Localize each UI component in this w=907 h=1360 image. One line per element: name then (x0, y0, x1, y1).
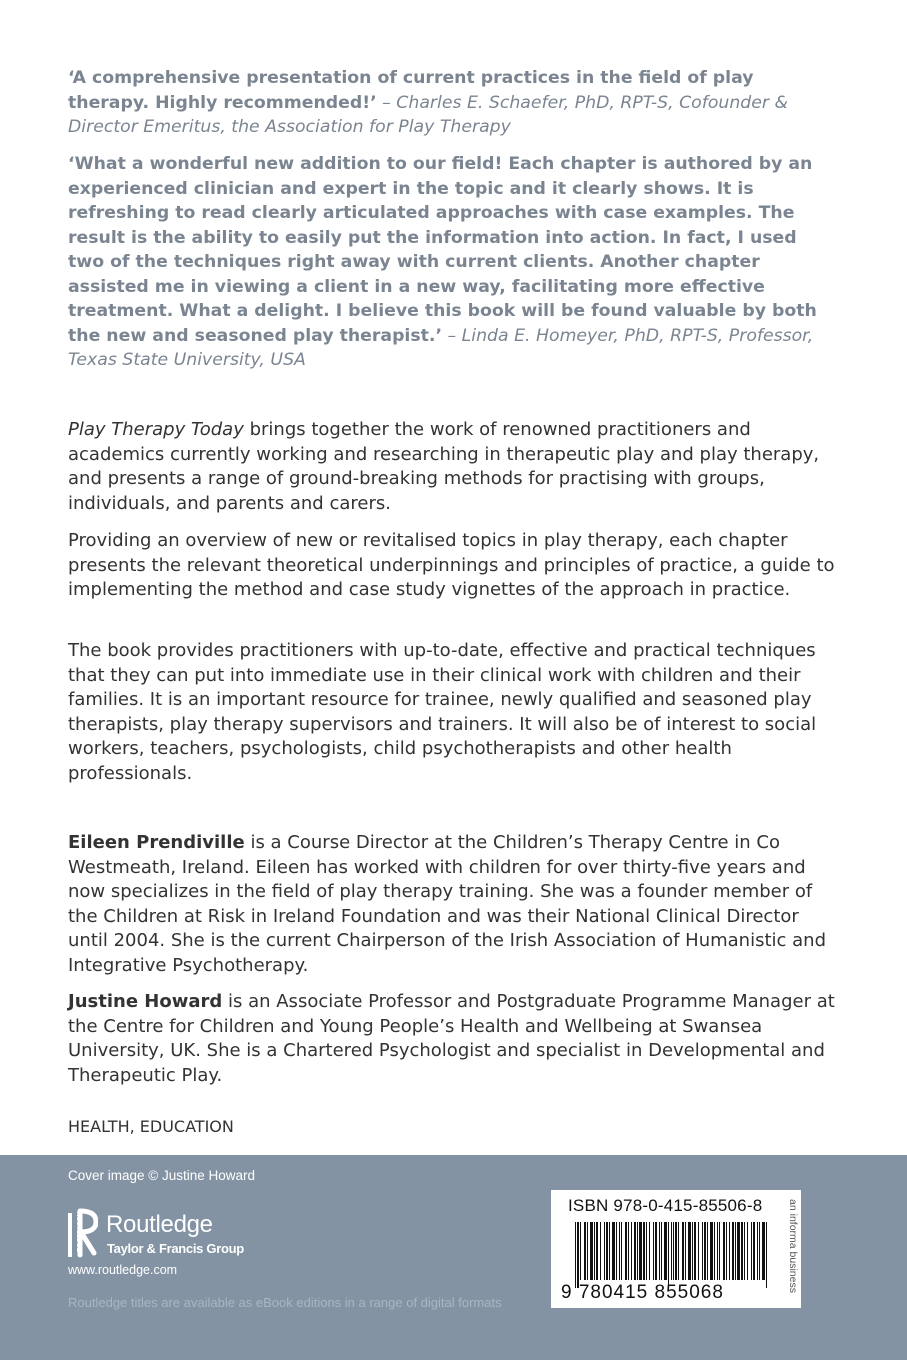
barcode-bar (766, 1222, 767, 1288)
barcode-bar (753, 1222, 755, 1280)
barcode-bar (637, 1222, 638, 1280)
barcode-bar (580, 1222, 581, 1280)
barcode-bar (590, 1222, 593, 1280)
publisher-logo (66, 1207, 266, 1263)
endorsement-1 (68, 66, 828, 140)
barcode-bar (744, 1222, 745, 1280)
publisher-group: Taylor & Francis Group (107, 1241, 244, 1256)
barcode-bar (762, 1222, 765, 1280)
barcode-bar (668, 1222, 669, 1288)
barcode-bar (698, 1222, 699, 1280)
publisher-url[interactable]: www.routledge.com (68, 1263, 178, 1277)
barcode-bar (621, 1222, 622, 1280)
description-paragraph-1 (68, 418, 843, 516)
barcode-bar (747, 1222, 748, 1280)
ebook-note: Routledge titles are available as eBook editions in a range of digital formats (68, 1295, 502, 1310)
barcode-bar (759, 1222, 760, 1280)
barcode-bar (600, 1222, 601, 1280)
barcode-bar (692, 1222, 693, 1280)
subject-category: HEALTH, EDUCATION (68, 1117, 234, 1136)
barcode-bar (702, 1222, 703, 1280)
barcode-bar (612, 1222, 615, 1280)
barcode-bar (631, 1222, 632, 1280)
barcode-bar (596, 1222, 598, 1280)
barcode-bar (653, 1222, 654, 1280)
barcode-bar (707, 1222, 708, 1280)
isbn-barcode-box (551, 1190, 784, 1308)
barcode-bar (682, 1222, 684, 1280)
endorsement-quote: ‘A comprehensive presentation of current practices in the field of play therapy. Highly recommended!’ (68, 68, 754, 113)
informa-strip (784, 1190, 801, 1308)
barcode-digits: 9 780415 855068 (561, 1282, 724, 1303)
barcode-bar (594, 1222, 595, 1280)
barcode-bar (717, 1222, 718, 1280)
barcode-bar (575, 1222, 576, 1288)
barcode-bar (616, 1222, 617, 1280)
barcode-bar (726, 1222, 727, 1280)
barcode-bar (577, 1222, 579, 1288)
publisher-name: Routledge (106, 1211, 213, 1238)
barcode-bar (732, 1222, 734, 1280)
description-text: brings together the work of renowned practitioners and academics currently working and researching in therapeutic play and play therapy, and presents a range of ground-breaking methods for practising with groups, individuals, and parents and carers. (68, 419, 820, 514)
informa-label: an informa business (787, 1199, 799, 1293)
endorsement-attribution: – Linda E. Homeyer, PhD, RPT-S, Professor, Texas State University, USA (68, 325, 814, 370)
endorsement-attribution: – Charles E. Schaefer, PhD, RPT-S, Cofounder & Director Emeritus, the Association for Play Therapy (68, 92, 788, 137)
barcode-bar (649, 1222, 650, 1280)
author-bio-text: is an Associate Professor and Postgraduate Programme Manager at the Centre for Children and Young People’s Health and Wellbeing at Swansea University, UK. She is a Chartered Psychologist and specialist in Developmental and Therapeutic Play. (68, 991, 835, 1086)
barcode-bar (606, 1222, 608, 1280)
barcode-bar (584, 1222, 586, 1280)
author-name: Eileen Prendiville (68, 832, 245, 853)
barcode-bar (714, 1222, 715, 1280)
barcode-bar (609, 1222, 610, 1280)
barcode-bar (723, 1222, 725, 1280)
cover-credit: Cover image © Justine Howard (68, 1168, 256, 1183)
barcode-bar (757, 1222, 758, 1280)
author-name: Justine Howard (68, 991, 223, 1012)
barcode-bar (587, 1222, 588, 1280)
barcode-bar (625, 1222, 627, 1280)
description-paragraph-2: Providing an overview of new or revitalised topics in play therapy, each chapter presents the relevant theoretical underpinnings and principles of practice, a guide to implementing the method and case study vignettes of the approach in practice. (68, 530, 835, 600)
barcode-bar (735, 1222, 736, 1280)
publisher-vertical-mark: ROUTLEDGE (75, 1211, 81, 1253)
barcode-bar (664, 1222, 667, 1280)
barcode-bar (604, 1222, 605, 1280)
barcode-bar (719, 1222, 720, 1280)
barcode-bar (671, 1222, 672, 1280)
barcode-bar (678, 1222, 679, 1280)
book-title: Play Therapy Today (68, 419, 244, 440)
barcode-bar (661, 1222, 662, 1280)
isbn-label: ISBN 978-0-415-85506-8 (568, 1196, 763, 1215)
author-bio-2 (68, 990, 843, 1088)
barcode-bar (737, 1222, 740, 1280)
barcode-bar (751, 1222, 752, 1280)
barcode-bar (688, 1222, 691, 1280)
author-bio-text: is a Course Director at the Children’s Therapy Centre in Co Westmeath, Ireland. Eileen has worked with children for over thirty-five years and now specializes in the field of play therapy training. She was a founder member of the Children at Risk in Ireland Foundation and was their National Clinical Director until 2004. She is the current Chairperson of the Irish Association of Humanistic and Integrative Psychotherapy. (68, 832, 826, 976)
barcode-bar (619, 1222, 620, 1280)
barcode-bar (655, 1222, 657, 1280)
barcode-bar (710, 1222, 713, 1280)
barcode-bar (639, 1222, 642, 1280)
barcode-bar (741, 1222, 743, 1280)
description-paragraph-3: The book provides practitioners with up-to-date, effective and practical techniques that they can put into immediate use in their clinical work with children and their families. It is an important resource for trainee, newly qualified and seasoned play therapists, play therapy supervisors and trainers. It will also be of interest to social workers, teachers, psychologists, child psychotherapists and other health professionals. (68, 640, 817, 784)
barcode-bar (704, 1222, 706, 1280)
barcode-bar (729, 1222, 730, 1280)
routledge-r-icon (66, 1207, 98, 1261)
barcode-bar (643, 1222, 645, 1280)
barcode-bar (628, 1222, 629, 1280)
endorsement-quote: ‘What a wonderful new addition to our field! Each chapter is authored by an experienced clinician and expert in the topic and it clearly shows. It is refreshing to read clearly articulated approaches with case examples. The result is the ability to easily put the information into action. In fact, I used two of the techniques right away with current clients. Another chapter assisted me in viewing a client in a new way, facilitating more effective treatment. What a delight. I believe this book will be found valuable by both the new and seasoned play therapist.’ (68, 154, 817, 346)
barcode-bar (685, 1222, 686, 1280)
author-bio-1 (68, 831, 843, 978)
barcode-bar (659, 1222, 660, 1280)
barcode (561, 1222, 776, 1288)
barcode-bar (694, 1222, 696, 1280)
endorsement-2 (68, 152, 828, 373)
barcode-bar (675, 1222, 677, 1280)
barcode-bar (673, 1222, 674, 1280)
barcode-bar (634, 1222, 636, 1280)
barcode-bar (646, 1222, 647, 1280)
